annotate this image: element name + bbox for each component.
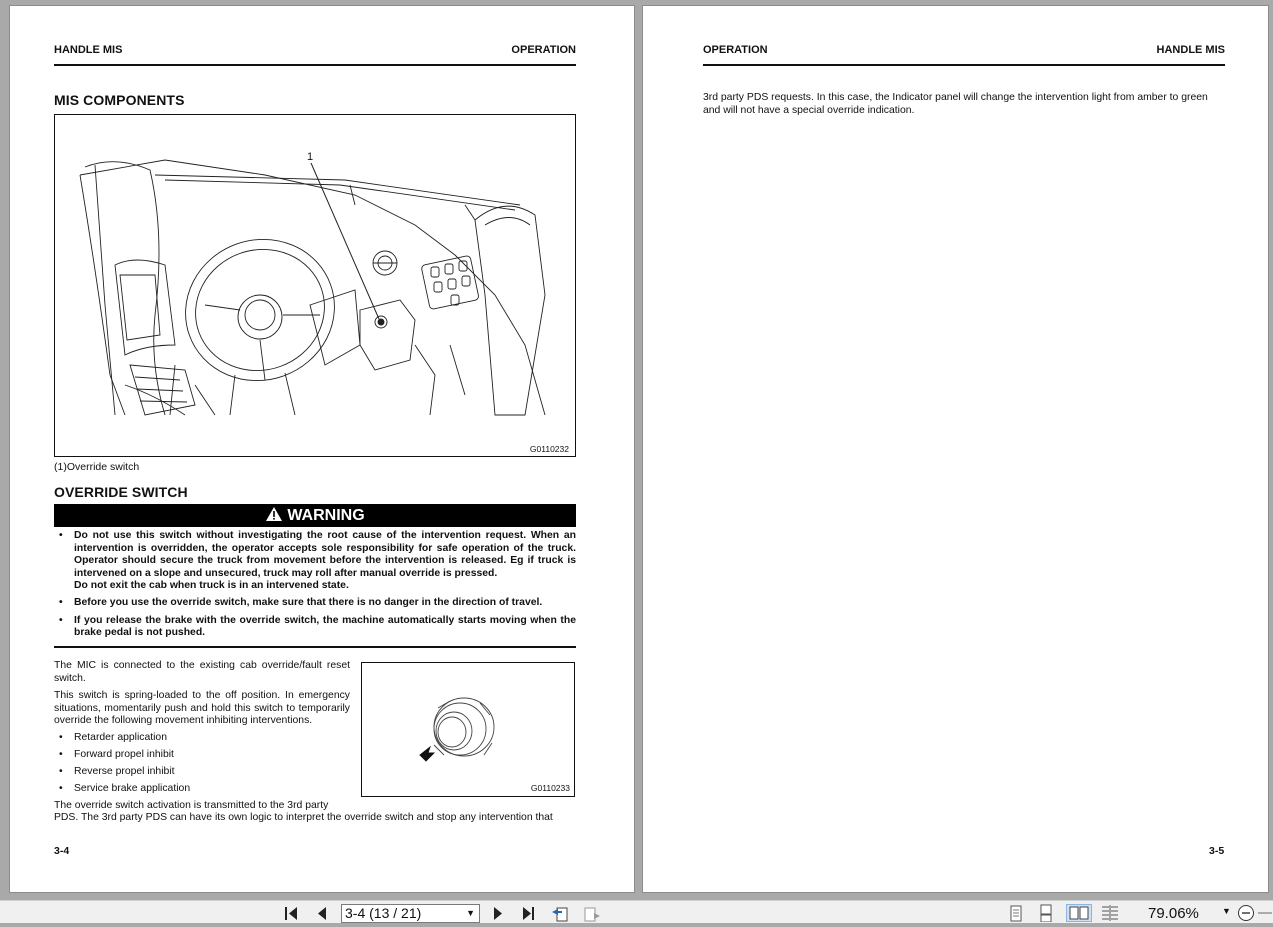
switch-illustration: [361, 662, 575, 797]
left-page: [9, 5, 635, 893]
zoom-level[interactable]: 79.06%: [1148, 905, 1199, 922]
warning-item: • If you release the brake with the override switch, the machine automatically starts moving when the brake pedal is not pushed.: [54, 615, 576, 640]
last-page-icon[interactable]: [518, 904, 538, 922]
interventions-list: [54, 732, 350, 800]
subsection-title: OVERRIDE SWITCH: [54, 484, 188, 500]
page-number: 3-4: [54, 845, 70, 857]
paragraph-line: 3rd party PDS requests. In this case, the Indicator panel will change the intervention light from amber to green: [703, 92, 1208, 103]
warning-banner: [54, 504, 576, 527]
go-forward-view-icon[interactable]: [582, 904, 602, 922]
figure-caption: (1)Override switch: [54, 461, 140, 473]
single-page-view-icon[interactable]: [1006, 904, 1026, 922]
warning-list: [54, 530, 576, 644]
page-header: [703, 44, 1225, 66]
cab-drawing: [55, 115, 575, 456]
go-back-view-icon[interactable]: [550, 904, 570, 922]
paragraph-line: The override switch activation is transmitted to the 3rd party: [54, 800, 329, 811]
right-page: [642, 5, 1269, 893]
warning-item: • Before you use the override switch, make sure that there is no danger in the direction of travel.: [54, 597, 576, 610]
list-item: • Service brake application: [54, 783, 350, 800]
page-header: [54, 44, 576, 66]
next-page-icon[interactable]: [488, 904, 508, 922]
chevron-down-icon[interactable]: ▼: [466, 908, 475, 918]
figure-callout-number: 1: [307, 151, 314, 163]
section-title: MIS COMPONENTS: [54, 92, 185, 108]
zoom-dropdown-icon[interactable]: ▼: [1222, 906, 1231, 916]
page-number: 3-5: [1209, 845, 1225, 857]
header-right: OPERATION: [511, 44, 576, 56]
header-right: HANDLE MIS: [1156, 44, 1225, 56]
header-left: HANDLE MIS: [54, 44, 123, 56]
list-item: • Reverse propel inhibit: [54, 766, 350, 783]
zoom-slider-track[interactable]: [1258, 904, 1272, 922]
continuous-view-icon[interactable]: [1036, 904, 1056, 922]
list-item: • Forward propel inhibit: [54, 749, 350, 766]
warning-end-rule: [54, 646, 576, 648]
list-item: • Retarder application: [54, 732, 350, 749]
paragraph-line: PDS. The 3rd party PDS can have its own logic to interpret the override switch and stop any intervention that: [54, 812, 553, 823]
warning-item: • Do not use this switch without investigating the root cause of the intervention request. When an intervention is overridden, the operator accepts sole responsibility for safe operation of the truck. Operator should secure the truck from movement before the intervention is released. Eg if truck is intervened on a slope and unsecured, truck may roll after manual override is pressed. Do not exit the cab when truck is in an intervened state.: [54, 530, 576, 593]
viewer-toolbar: [0, 900, 1273, 923]
continuous-facing-view-icon[interactable]: [1100, 904, 1120, 922]
figure-code: G0110232: [529, 444, 569, 454]
figure2-code: G0110233: [530, 783, 570, 793]
paragraph-line: and will not have a special override indication.: [703, 105, 915, 116]
zoom-out-icon[interactable]: [1236, 904, 1256, 922]
paragraph: The MIC is connected to the existing cab override/fault reset switch.: [54, 660, 350, 684]
facing-view-icon[interactable]: [1066, 904, 1092, 922]
warning-label: WARNING: [287, 507, 365, 524]
page-number-field[interactable]: 3-4 (13 / 21) ▼: [341, 904, 480, 923]
warning-triangle-icon: [265, 506, 283, 522]
header-left: OPERATION: [703, 44, 768, 56]
paragraph: This switch is spring-loaded to the off position. In emergency situations, momentarily push and hold this switch to temporarily override the following movement inhibiting interventions.: [54, 690, 350, 727]
cab-illustration: [54, 114, 576, 457]
first-page-icon[interactable]: [282, 904, 302, 922]
previous-page-icon[interactable]: [312, 904, 332, 922]
override-switch-drawing: [362, 663, 574, 796]
